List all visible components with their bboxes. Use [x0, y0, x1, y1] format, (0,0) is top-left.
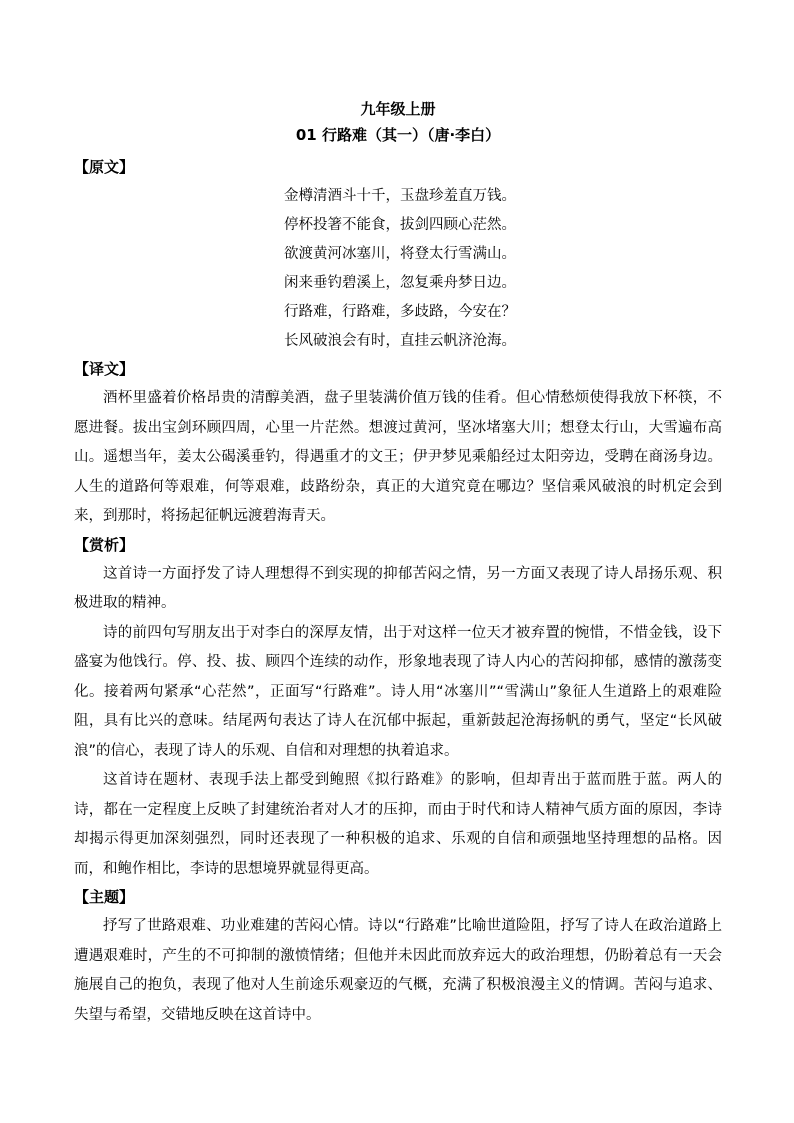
theme-paragraph: 抒写了世路艰难、功业难建的苦闷心情。诗以“行路难”比喻世道险阻，抒写了诗人在政治道路上遭遇艰难时，产生的不可抑制的激愤情绪；但他并未因此而放弃远大的政治理想，仍盼着总有一天会施展自己的抱负，表现了他对人生前途乐观豪迈的气概，充满了积极浪漫主义的情调。苦闷与追求、失望与希望，交错地反映在这首诗中。 — [74, 918, 722, 1023]
poem-title: 01 行路难（其一）（唐·李白） — [295, 126, 501, 144]
appreciation-paragraph: 诗的前四句写朋友出于对李白的深厚友情，出于对这样一位天才被弃置的惋惜，不惜金钱，设下盛宴为他饯行。停、投、拔、顾四个连续的动作，形象地表现了诗人内心的苦闷抑郁，感情的激荡变化。接着两句紧承“心茫然”，正面写“行路难”。诗人用“冰塞川”“雪满山”象征人生道路上的艰难险阻，具有比兴的意味。结尾两句表达了诗人在沉郁中振起，重新鼓起沧海扬帆的勇气，坚定“长风破浪”的信心，表现了诗人的乐观、自信和对理想的执着追求。 — [74, 624, 722, 759]
poem-line: 欲渡黄河冰塞川，将登太行雪满山。 — [284, 246, 516, 262]
section-heading-appreciation: 【赏析】 — [74, 535, 135, 554]
poem-line: 长风破浪会有时，直挂云帆济沧海。 — [284, 333, 516, 349]
appreciation-paragraph: 这首诗一方面抒发了诗人理想得不到实现的抑郁苦闷之情，另一方面又表现了诗人昂扬乐观、积极进取的精神。 — [74, 565, 722, 611]
poem-line: 金樽清酒斗十千，玉盘珍羞直万钱。 — [284, 188, 516, 204]
grade-label: 九年级上册 — [360, 100, 436, 118]
section-heading-translation: 【译文】 — [74, 360, 135, 378]
poem-line: 闲来垂钓碧溪上，忽复乘舟梦日边。 — [284, 275, 516, 291]
section-heading-theme: 【主题】 — [74, 888, 135, 906]
translation-paragraph: 酒杯里盛着价格昂贵的清醇美酒，盘子里装满价值万钱的佳肴。但心情愁烦使得我放下杯筷，不愿进餐。拔出宝剑环顾四周，心里一片茫然。想渡过黄河，坚冰堵塞大川；想登太行山，大雪遍布高山。遥想当年，姜太公碣溪垂钓，得遇重才的文王；伊尹梦见乘船经过太阳旁边，受聘在商汤身边。人生的道路何等艰难，何等艰难，歧路纷杂，真正的大道究竟在哪边？坚信乘风破浪的时机定会到来，到那时，将扬起征帆远渡碧海青天。 — [74, 390, 722, 524]
poem-text — [74, 182, 722, 356]
poem-line: 行路难，行路难，多歧路，今安在？ — [284, 304, 516, 320]
appreciation-paragraph: 这首诗在题材、表现手法上都受到鲍照《拟行路难》的影响，但却青出于蓝而胜于蓝。两人的诗，都在一定程度上反映了封建统治者对人才的压抑，而由于时代和诗人精神气质方面的原因，李诗却揭示得更加深刻强烈，同时还表现了一种积极的追求、乐观的自信和顽强地坚持理想的品格。因而，和鲍作相比，李诗的思想境界就显得更高。 — [74, 772, 722, 877]
poem-line: 停杯投箸不能食，拔剑四顾心茫然。 — [284, 217, 516, 233]
section-heading-original: 【原文】 — [74, 158, 135, 176]
document-page — [74, 96, 722, 1030]
